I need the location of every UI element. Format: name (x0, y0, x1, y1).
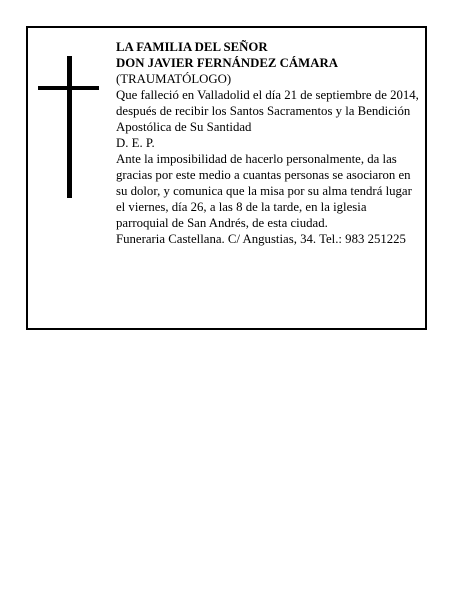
obituary-notice (26, 26, 427, 330)
family-line: LA FAMILIA DEL SEÑOR (116, 40, 268, 54)
deceased-name: DON JAVIER FERNÁNDEZ CÁMARA (116, 56, 338, 70)
notice-text-block (116, 39, 420, 247)
cross-vertical-bar (67, 56, 72, 198)
death-paragraph: Que falleció en Valladolid el día 21 de septiembre de 2014, después de recibir los Santos Sacramentos y la Bendición Apostólica de Su Santidad (116, 88, 419, 134)
profession-line: (TRAUMATÓLOGO) (116, 72, 232, 86)
thanks-paragraph: Ante la imposibilidad de hacerlo personalmente, da las gracias por este medio a cuantas personas se asociaron en su dolor, y comunica que la misa por su alma tendrá lugar el viernes, día 26, a las 8 de la tarde, en la iglesia parroquial de San Andrés, de esta ciudad. (116, 152, 412, 230)
cross-horizontal-bar (38, 86, 99, 90)
funeral-home-line: Funeraria Castellana. C/ Angustias, 34. Tel.: 983 251225 (116, 232, 406, 246)
rip-line: D. E. P. (116, 136, 155, 150)
